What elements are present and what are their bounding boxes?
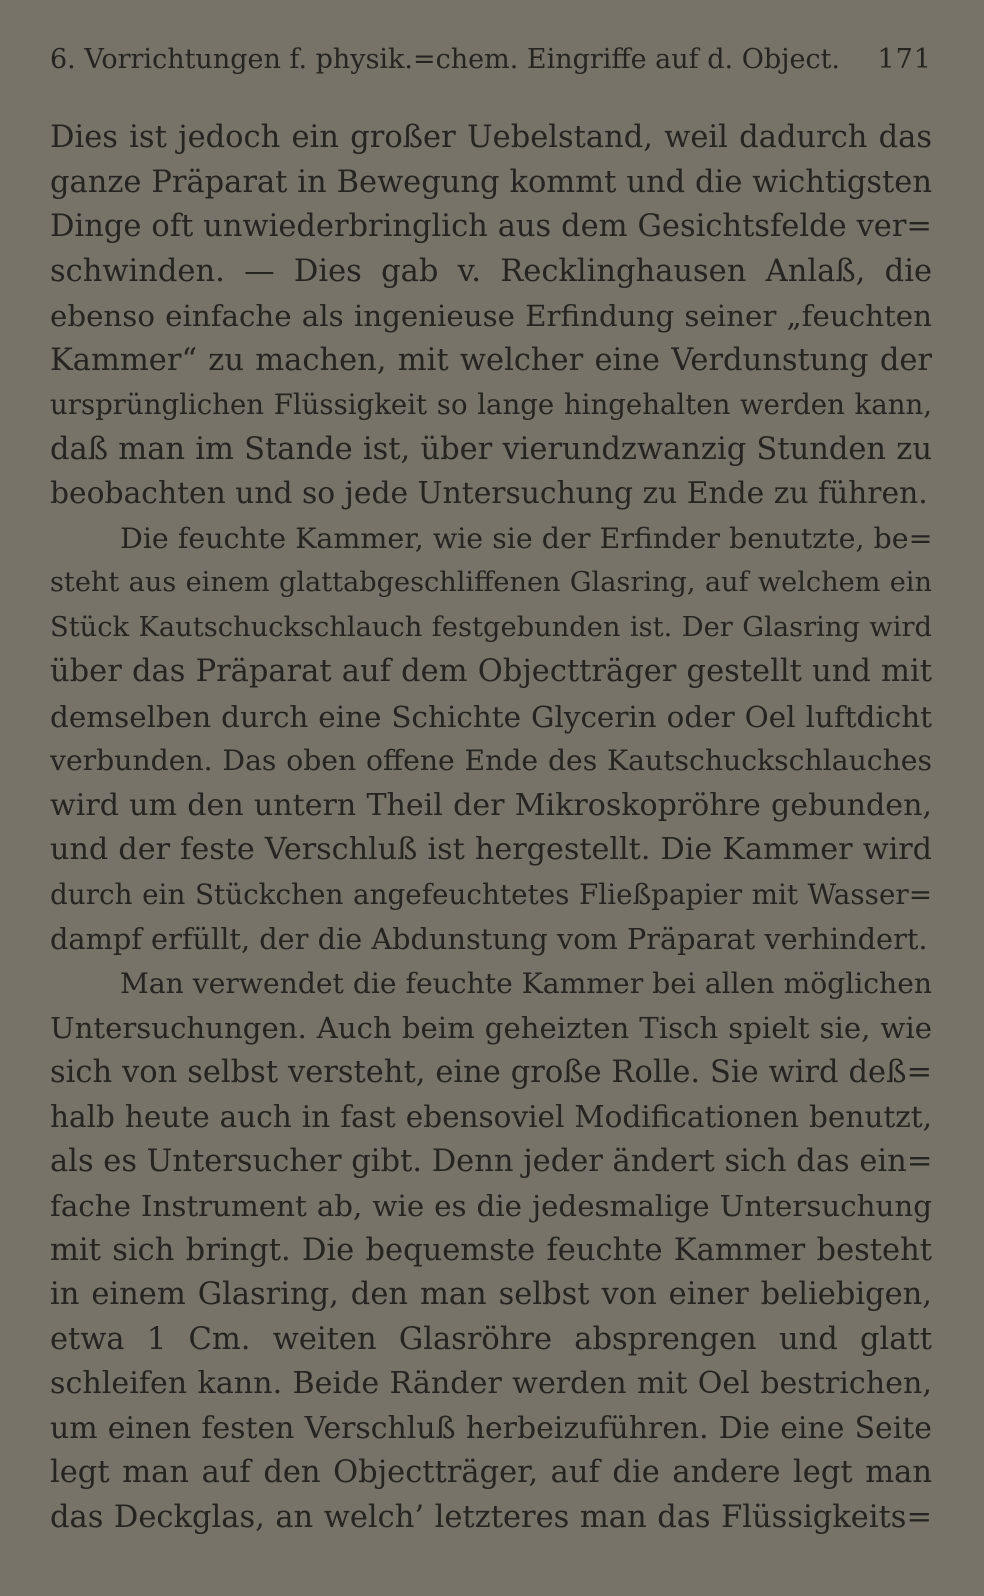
text-line: demselben durch eine Schichte Glycerin oder Oel luftdicht [50, 699, 932, 734]
page-number: 171 [877, 44, 932, 75]
text-line: verbunden. Das oben offene Ende des Kautschuckschlauches [50, 744, 932, 777]
text-line: steht aus einem glattabgeschliffenen Glasring, auf welchem ein [50, 567, 932, 598]
text-line: mit sich bringt. Die bequemste feuchte Kammer besteht [50, 1232, 932, 1268]
page-header [50, 44, 932, 94]
paragraph-start-line: Die feuchte Kammer, wie sie der Erfinder benutzte, be= [120, 521, 932, 555]
paragraph-start-line: Man verwendet die feuchte Kammer bei allen möglichen [120, 966, 932, 1000]
text-line: Untersuchungen. Auch beim geheizten Tisch spielt sie, wie [50, 1011, 932, 1045]
text-line: schwinden. — Dies gab v. Recklinghausen Anlaß, die [50, 253, 932, 289]
text-line: dampf erfüllt, der die Abdunstung vom Präparat verhindert. [50, 922, 928, 956]
text-line: fache Instrument ab, wie es die jedesmalige Untersuchung [50, 1189, 932, 1223]
text-line: durch ein Stückchen angefeuchtetes Fließpapier mit Wasser= [50, 877, 932, 911]
text-line: daß man im Stande ist, über vierundzwanzig Stunden zu [50, 431, 932, 467]
text-line: etwa 1 Cm. weiten Glasröhre absprengen und glatt [50, 1321, 932, 1357]
text-line: Dinge oft unwiederbringlich aus dem Gesichtsfelde ver= [50, 209, 932, 244]
text-line: als es Untersucher gibt. Denn jeder ändert sich das ein= [50, 1143, 932, 1179]
text-line: Stück Kautschuckschlauch festgebunden ist. Der Glasring wird [50, 611, 932, 643]
text-line: und der feste Verschluß ist hergestellt. Die Kammer wird [50, 832, 932, 867]
text-line: in einem Glasring, den man selbst von einer beliebigen, [50, 1277, 932, 1312]
text-line: über das Präparat auf dem Objectträger gestellt und mit [50, 654, 932, 689]
text-line: Kammer“ zu machen, mit welcher eine Verdunstung der [50, 342, 932, 378]
text-line: Dies ist jedoch ein großer Uebelstand, weil dadurch das [50, 120, 932, 155]
body-text [50, 116, 932, 1540]
text-line: ursprünglichen Flüssigkeit so lange hingehalten werden kann, [50, 388, 932, 421]
text-line: beobachten und so jede Untersuchung zu Ende zu führen. [50, 476, 928, 511]
text-line: ganze Präparat in Bewegung kommt und die wichtigsten [50, 164, 932, 200]
text-line: das Deckglas, an welch’ letzteres man das Flüssigkeits= [50, 1499, 932, 1535]
running-title: 6. Vorrichtungen f. physik.=chem. Eingriffe auf d. Object. [50, 44, 841, 75]
text-line: halb heute auch in fast ebensoviel Modificationen benutzt, [50, 1100, 932, 1134]
text-line: wird um den untern Theil der Mikroskopröhre gebunden, [50, 787, 932, 823]
text-line: um einen festen Verschluß herbeizuführen. Die eine Seite [50, 1410, 932, 1446]
text-line: schleifen kann. Beide Ränder werden mit Oel bestrichen, [50, 1366, 932, 1401]
text-line: sich von selbst versteht, eine große Rolle. Sie wird deß= [50, 1054, 932, 1090]
text-line: ebenso einfache als ingenieuse Erfindung seiner „feuchten [50, 299, 932, 333]
text-line: legt man auf den Objectträger, auf die andere legt man [50, 1455, 932, 1490]
